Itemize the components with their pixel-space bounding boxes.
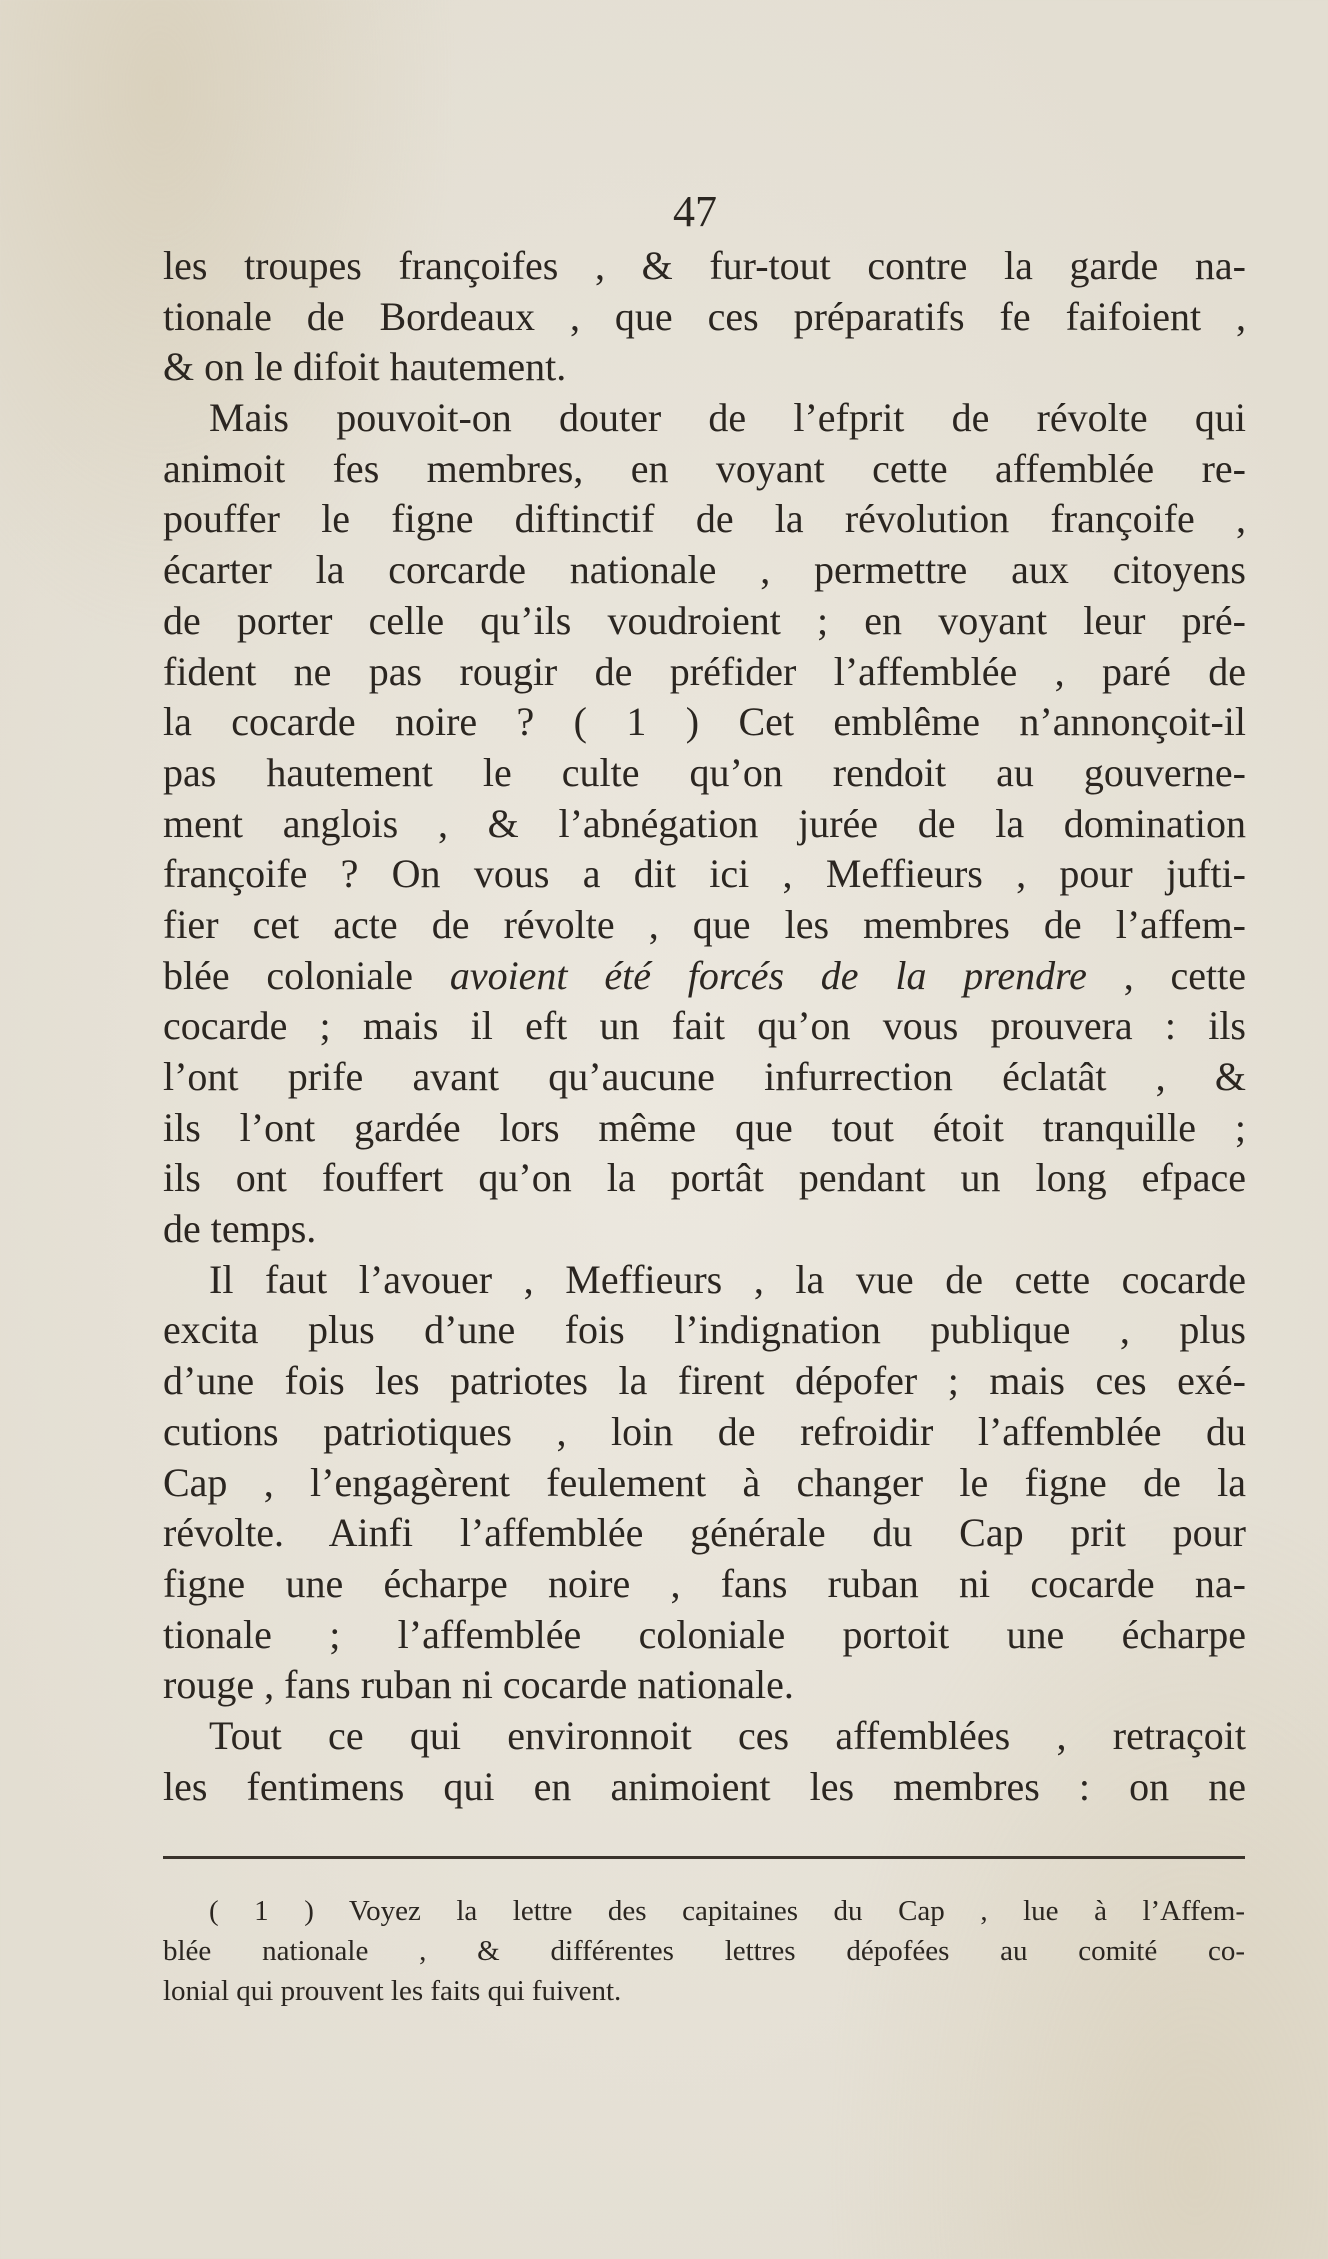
text-segment: , cette	[1086, 952, 1246, 998]
text-segment: les troupes françoifes , & fur-tout contre la garde na-	[163, 243, 1246, 288]
text-line	[163, 241, 1246, 292]
body-text	[163, 241, 1246, 1812]
text-segment: pouffer le figne diftinctif de la révolution françoife ,	[163, 496, 1246, 542]
text-line	[163, 596, 1246, 647]
text-segment: Il faut l’avouer , Meffieurs , la vue de cette cocarde	[209, 1256, 1246, 1302]
text-segment: de porter celle qu’ils voudroient ; en voyant leur pré-	[163, 597, 1246, 643]
text-segment: Tout ce qui environnoit ces affemblées , retraçoit	[209, 1712, 1246, 1758]
text-segment: cocarde ; mais il eft un fait qu’on vous prouvera : ils	[163, 1003, 1246, 1049]
text-line	[163, 1153, 1246, 1204]
text-segment: Cap , l’engagèrent feulement à changer le figne de la	[163, 1459, 1246, 1505]
text-line	[163, 494, 1246, 545]
text-segment: & on le difoit hautement.	[163, 344, 567, 390]
text-segment: blée coloniale	[163, 952, 450, 998]
text-line	[163, 393, 1246, 444]
text-line	[163, 1052, 1246, 1103]
text-line	[163, 545, 1246, 596]
text-segment: d’une fois les patriotes la firent dépofer ; mais ces exé-	[163, 1358, 1246, 1404]
text-line	[163, 1610, 1246, 1661]
text-line	[163, 748, 1246, 799]
text-line	[163, 1204, 1246, 1255]
text-segment: animoit fes membres, en voyant cette affemblée re-	[163, 445, 1246, 491]
text-segment: Mais pouvoit-on douter de l’efprit de révolte qui	[209, 395, 1246, 441]
text-line	[163, 1103, 1246, 1154]
text-segment: ils l’ont gardée lors même que tout étoit tranquille ;	[163, 1104, 1246, 1150]
footnote-line: blée nationale , & différentes lettres dépofées au comité co-	[163, 1935, 1245, 1967]
text-segment: la cocarde noire ? ( 1 ) Cet emblême n’annonçoit-il	[163, 699, 1246, 745]
text-segment: fident ne pas rougir de préfider l’affemblée , paré de	[163, 648, 1246, 694]
text-segment: tionale ; l’affemblée coloniale portoit une écharpe	[163, 1611, 1246, 1657]
text-line	[163, 444, 1246, 495]
text-line	[163, 342, 1246, 393]
text-segment: françoife ? On vous a dit ici , Meffieurs , pour jufti-	[163, 851, 1246, 897]
text-line	[163, 697, 1246, 748]
text-line	[163, 1508, 1246, 1559]
footnote-divider	[163, 1856, 1245, 1859]
text-line	[163, 1407, 1246, 1458]
text-segment: ils ont fouffert qu’on la portât pendant un long efpace	[163, 1155, 1246, 1201]
text-segment: de temps.	[163, 1206, 317, 1252]
text-line	[163, 1305, 1246, 1356]
text-line	[163, 1711, 1246, 1762]
text-line	[163, 1762, 1246, 1813]
text-segment: fier cet acte de révolte , que les membres de l’affem-	[163, 901, 1246, 947]
text-segment: ment anglois , & l’abnégation jurée de la domination	[163, 800, 1246, 846]
text-line	[163, 292, 1246, 343]
text-line	[163, 799, 1246, 850]
text-line	[163, 1559, 1246, 1610]
text-segment: tionale de Bordeaux , que ces préparatifs fe faifoient ,	[163, 293, 1246, 339]
text-line	[163, 1356, 1246, 1407]
text-segment: rouge , fans ruban ni cocarde nationale.	[163, 1662, 794, 1708]
text-line	[163, 951, 1246, 1002]
text-line	[163, 900, 1246, 951]
footnote-line: ( 1 ) Voyez la lettre des capitaines du Cap , lue à l’Affem-	[209, 1895, 1245, 1927]
italic-text: avoient été forcés de la prendre	[449, 952, 1087, 998]
footnote-line: lonial qui prouvent les faits qui fuivent.	[163, 1975, 622, 2007]
text-line	[163, 647, 1246, 698]
text-line	[163, 1458, 1246, 1509]
text-segment: révolte. Ainfi l’affemblée générale du Cap prit pour	[163, 1510, 1246, 1556]
footnotes	[163, 1891, 1245, 2011]
text-segment: figne une écharpe noire , fans ruban ni cocarde na-	[163, 1560, 1246, 1606]
text-segment: écarter la corcarde nationale , permettre aux citoyens	[163, 547, 1246, 593]
text-line	[163, 1001, 1246, 1052]
text-segment: excita plus d’une fois l’indignation publique , plus	[163, 1307, 1246, 1353]
text-segment: les fentimens qui en animoient les membres : on ne	[163, 1763, 1246, 1809]
text-line	[163, 1660, 1246, 1711]
text-segment: cutions patriotiques , loin de refroidir l’affemblée du	[163, 1408, 1246, 1454]
text-line	[163, 1255, 1246, 1306]
text-segment: l’ont prife avant qu’aucune infurrection éclatât , &	[163, 1054, 1246, 1099]
page-number: 47	[673, 187, 717, 236]
text-segment: pas hautement le culte qu’on rendoit au gouverne-	[163, 749, 1246, 795]
text-line	[163, 849, 1246, 900]
